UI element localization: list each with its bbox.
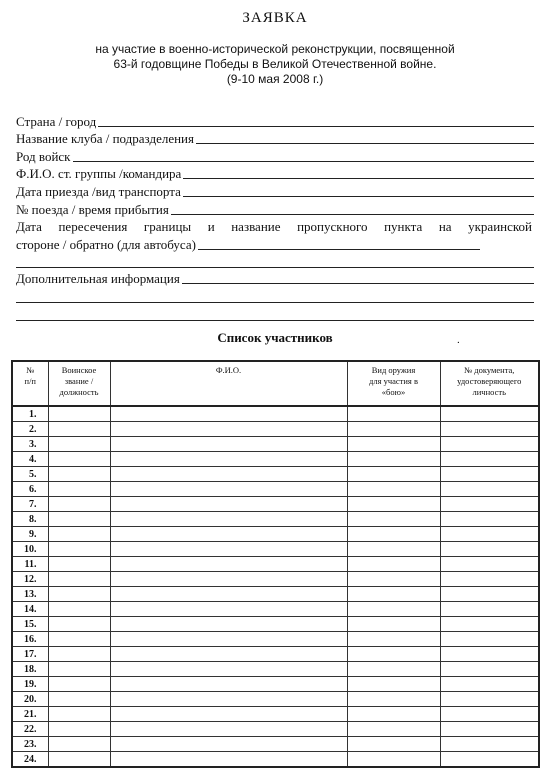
cell-document[interactable] — [440, 497, 539, 512]
additional-info-label: Дополнительная информация — [16, 271, 180, 287]
cell-fio[interactable] — [110, 617, 347, 632]
cell-document[interactable] — [440, 452, 539, 467]
row-number: 19. — [12, 677, 48, 692]
cell-document[interactable] — [440, 422, 539, 437]
cell-fio[interactable] — [110, 647, 347, 662]
cell-rank[interactable] — [48, 662, 110, 677]
cell-rank[interactable] — [48, 512, 110, 527]
document-subtitle — [30, 42, 520, 87]
cell-rank[interactable] — [48, 452, 110, 467]
cell-fio[interactable] — [110, 482, 347, 497]
table-row — [12, 497, 539, 512]
cell-fio[interactable] — [110, 497, 347, 512]
row-number: 15. — [12, 617, 48, 632]
club-name-label: Название клуба / подразделения — [16, 131, 194, 147]
table-row — [12, 512, 539, 527]
table-row — [12, 406, 539, 422]
participants-table — [11, 360, 540, 768]
row-number: 1. — [12, 406, 48, 422]
arrival-label: Дата приезда /вид транспорта — [16, 183, 181, 199]
application-form — [16, 112, 534, 323]
cell-weapon[interactable] — [347, 406, 440, 422]
cell-fio[interactable] — [110, 406, 347, 422]
cell-fio[interactable] — [110, 707, 347, 722]
cell-document[interactable] — [440, 467, 539, 482]
table-row — [12, 632, 539, 647]
row-number: 11. — [12, 557, 48, 572]
table-row — [12, 542, 539, 557]
row-number: 18. — [12, 662, 48, 677]
cell-rank[interactable] — [48, 677, 110, 692]
cell-document[interactable] — [440, 437, 539, 452]
cell-document[interactable] — [440, 542, 539, 557]
table-row — [12, 707, 539, 722]
cell-rank[interactable] — [48, 617, 110, 632]
table-row — [12, 482, 539, 497]
arrival-blank[interactable] — [183, 184, 534, 197]
cell-document[interactable] — [440, 482, 539, 497]
leader-name-blank[interactable] — [183, 166, 534, 179]
cell-fio[interactable] — [110, 542, 347, 557]
cell-rank[interactable] — [48, 572, 110, 587]
row-number: 21. — [12, 707, 48, 722]
train-blank[interactable] — [171, 202, 534, 215]
table-row — [12, 437, 539, 452]
table-row — [12, 572, 539, 587]
subtitle-line-1: на участие в военно-исторической реконструкции, посвященной — [95, 42, 455, 56]
border-crossing-field-line-2 — [16, 235, 534, 253]
cell-weapon[interactable] — [347, 722, 440, 737]
cell-weapon[interactable] — [347, 542, 440, 557]
table-row — [12, 452, 539, 467]
row-number: 7. — [12, 497, 48, 512]
table-row — [12, 752, 539, 768]
cell-weapon[interactable] — [347, 512, 440, 527]
additional-info-field — [16, 270, 534, 288]
additional-info-blank[interactable] — [182, 271, 534, 284]
troops-type-label: Род войск — [16, 148, 71, 164]
table-row — [12, 587, 539, 602]
table-row — [12, 617, 539, 632]
subtitle-line-2: 63-й годовщине Победы в Великой Отечественной войне. — [113, 57, 437, 71]
cell-weapon[interactable] — [347, 497, 440, 512]
border-crossing-blank[interactable] — [198, 237, 480, 250]
table-header-row — [12, 361, 539, 406]
table-row — [12, 527, 539, 542]
column-header-document: № документа, удостоверяющего личность — [440, 361, 539, 406]
cell-weapon[interactable] — [347, 452, 440, 467]
cell-weapon[interactable] — [347, 752, 440, 768]
cell-fio[interactable] — [110, 722, 347, 737]
cell-document[interactable] — [440, 647, 539, 662]
cell-document[interactable] — [440, 677, 539, 692]
cell-weapon[interactable] — [347, 467, 440, 482]
cell-rank[interactable] — [48, 647, 110, 662]
cell-rank[interactable] — [48, 632, 110, 647]
table-row — [12, 647, 539, 662]
cell-weapon[interactable] — [347, 437, 440, 452]
cell-document[interactable] — [440, 527, 539, 542]
column-header-number: № п/п — [12, 361, 48, 406]
train-field — [16, 200, 534, 218]
cell-rank[interactable] — [48, 557, 110, 572]
additional-info-blank-line-3[interactable] — [16, 305, 534, 321]
cell-weapon[interactable] — [347, 617, 440, 632]
document-title: ЗАЯВКА — [242, 10, 308, 26]
additional-info-blank-line-2[interactable] — [16, 287, 534, 303]
troops-type-blank[interactable] — [73, 149, 535, 162]
country-city-field — [16, 112, 534, 130]
cell-weapon[interactable] — [347, 587, 440, 602]
row-number: 6. — [12, 482, 48, 497]
table-row — [12, 737, 539, 752]
row-number: 2. — [12, 422, 48, 437]
row-number: 20. — [12, 692, 48, 707]
cell-document[interactable] — [440, 737, 539, 752]
cell-fio[interactable] — [110, 602, 347, 617]
cell-document[interactable] — [440, 572, 539, 587]
column-header-weapon: Вид оружия для участия в «бою» — [347, 361, 440, 406]
cell-fio[interactable] — [110, 422, 347, 437]
cell-rank[interactable] — [48, 527, 110, 542]
leader-name-label: Ф.И.О. ст. группы /командира — [16, 166, 182, 182]
cell-rank[interactable] — [48, 422, 110, 437]
cell-fio[interactable] — [110, 452, 347, 467]
cell-rank[interactable] — [48, 602, 110, 617]
row-number: 8. — [12, 512, 48, 527]
cell-rank[interactable] — [48, 482, 110, 497]
arrival-field — [16, 182, 534, 200]
cell-weapon[interactable] — [347, 572, 440, 587]
cell-document[interactable] — [440, 662, 539, 677]
stray-mark: . — [457, 334, 460, 346]
cell-document[interactable] — [440, 707, 539, 722]
cell-document[interactable] — [440, 602, 539, 617]
cell-document[interactable] — [440, 617, 539, 632]
cell-rank[interactable] — [48, 467, 110, 482]
cell-document[interactable] — [440, 632, 539, 647]
cell-weapon[interactable] — [347, 602, 440, 617]
border-crossing-field — [16, 218, 534, 236]
participants-table-body — [12, 406, 539, 767]
cell-weapon[interactable] — [347, 527, 440, 542]
table-row — [12, 557, 539, 572]
table-row — [12, 722, 539, 737]
cell-fio[interactable] — [110, 437, 347, 452]
cell-weapon[interactable] — [347, 422, 440, 437]
country-city-blank[interactable] — [98, 114, 534, 127]
cell-fio[interactable] — [110, 632, 347, 647]
cell-fio[interactable] — [110, 527, 347, 542]
cell-rank[interactable] — [48, 437, 110, 452]
cell-weapon[interactable] — [347, 557, 440, 572]
troops-type-field — [16, 147, 534, 165]
cell-fio[interactable] — [110, 692, 347, 707]
leader-name-field — [16, 165, 534, 183]
cell-weapon[interactable] — [347, 632, 440, 647]
row-number: 10. — [12, 542, 48, 557]
table-row — [12, 422, 539, 437]
cell-rank[interactable] — [48, 752, 110, 768]
participants-list-title: Список участников — [217, 330, 333, 345]
column-header-rank: Воинское звание / должность — [48, 361, 110, 406]
cell-weapon[interactable] — [347, 707, 440, 722]
cell-fio[interactable] — [110, 752, 347, 768]
table-row — [12, 467, 539, 482]
row-number: 17. — [12, 647, 48, 662]
row-number: 14. — [12, 602, 48, 617]
cell-fio[interactable] — [110, 512, 347, 527]
row-number: 16. — [12, 632, 48, 647]
cell-document[interactable] — [440, 752, 539, 768]
row-number: 3. — [12, 437, 48, 452]
border-crossing-label-line-2: стороне / обратно (для автобуса) — [16, 236, 196, 252]
cell-fio[interactable] — [110, 737, 347, 752]
cell-rank[interactable] — [48, 707, 110, 722]
cell-weapon[interactable] — [347, 662, 440, 677]
cell-rank[interactable] — [48, 542, 110, 557]
cell-weapon[interactable] — [347, 737, 440, 752]
row-number: 4. — [12, 452, 48, 467]
border-crossing-label-line-1: Дата пересечения границы и название пропускного пункта на украинской — [16, 219, 532, 235]
cell-document[interactable] — [440, 587, 539, 602]
cell-fio[interactable] — [110, 572, 347, 587]
cell-document[interactable] — [440, 692, 539, 707]
row-number: 12. — [12, 572, 48, 587]
cell-weapon[interactable] — [347, 692, 440, 707]
cell-fio[interactable] — [110, 662, 347, 677]
subtitle-line-3: (9-10 мая 2008 г.) — [226, 72, 324, 86]
cell-weapon[interactable] — [347, 647, 440, 662]
table-row — [12, 662, 539, 677]
table-row — [12, 602, 539, 617]
cell-rank[interactable] — [48, 737, 110, 752]
row-number: 13. — [12, 587, 48, 602]
cell-weapon[interactable] — [347, 677, 440, 692]
cell-rank[interactable] — [48, 406, 110, 422]
cell-rank[interactable] — [48, 722, 110, 737]
country-city-label: Страна / город — [16, 113, 97, 129]
cell-weapon[interactable] — [347, 482, 440, 497]
club-name-field — [16, 130, 534, 148]
cell-fio[interactable] — [110, 587, 347, 602]
row-number: 23. — [12, 737, 48, 752]
cell-rank[interactable] — [48, 692, 110, 707]
club-name-blank[interactable] — [196, 131, 534, 144]
cell-document[interactable] — [440, 512, 539, 527]
row-number: 5. — [12, 467, 48, 482]
row-number: 22. — [12, 722, 48, 737]
table-row — [12, 692, 539, 707]
cell-fio[interactable] — [110, 467, 347, 482]
cell-document[interactable] — [440, 557, 539, 572]
table-row — [12, 677, 539, 692]
cell-fio[interactable] — [110, 677, 347, 692]
cell-fio[interactable] — [110, 557, 347, 572]
row-number: 24. — [12, 752, 48, 768]
cell-rank[interactable] — [48, 497, 110, 512]
cell-rank[interactable] — [48, 587, 110, 602]
row-number: 9. — [12, 527, 48, 542]
train-label: № поезда / время прибытия — [16, 201, 169, 217]
cell-document[interactable] — [440, 722, 539, 737]
column-header-fio: Ф.И.О. — [110, 361, 347, 406]
form-blank-line[interactable] — [16, 253, 534, 268]
cell-document[interactable] — [440, 406, 539, 422]
